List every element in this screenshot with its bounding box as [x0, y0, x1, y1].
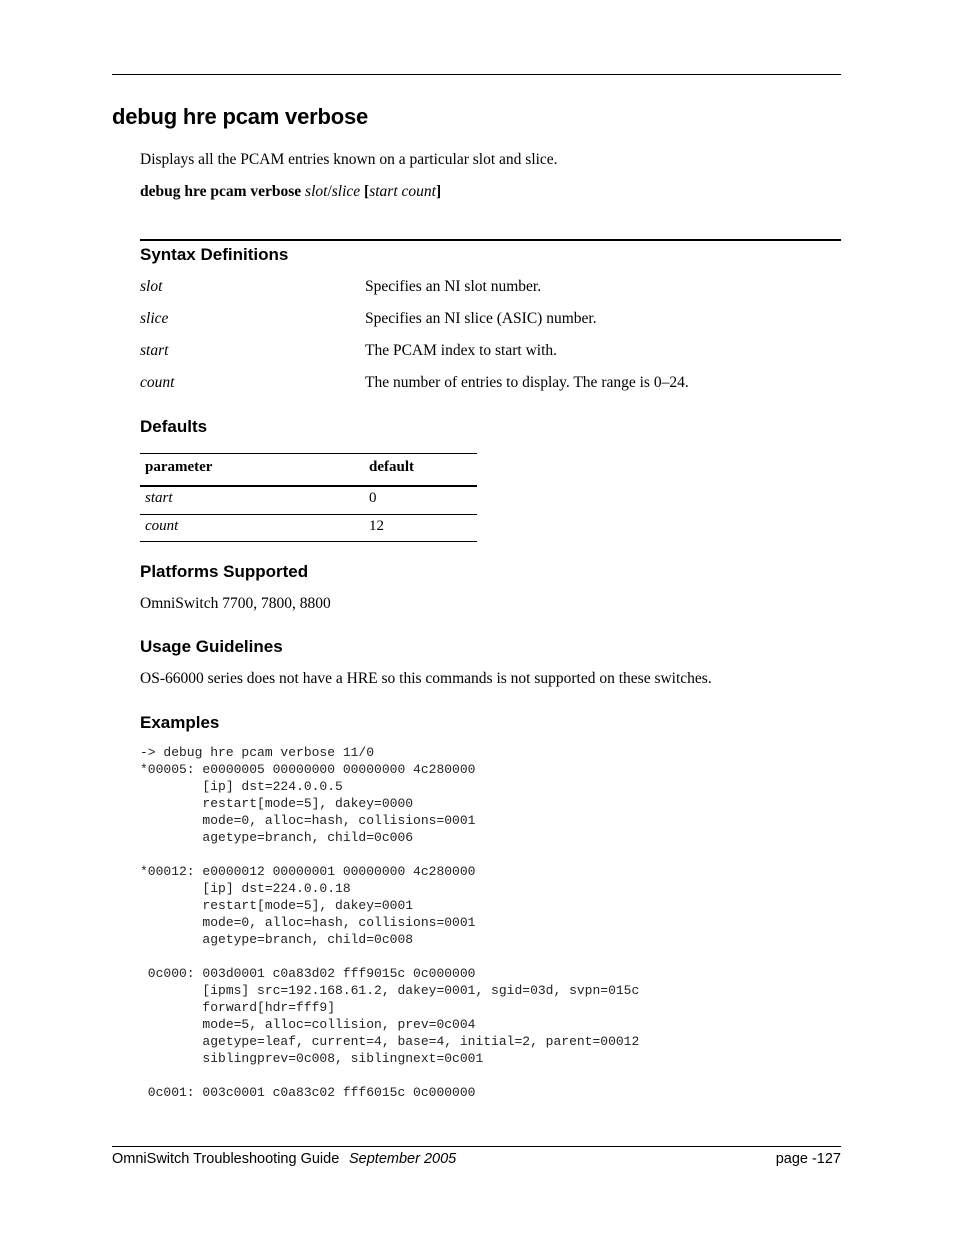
syntax-slot: slot [305, 183, 328, 200]
page-title: debug hre pcam verbose [112, 104, 369, 129]
definition-term: start [140, 342, 169, 359]
footer-guide-title: OmniSwitch Troubleshooting Guide [112, 1151, 340, 1167]
table-row-rule [140, 514, 477, 515]
footer-page-number: page -127 [775, 1151, 841, 1167]
syntax-close-bracket: ] [435, 183, 442, 200]
definition-description: The PCAM index to start with. [365, 342, 558, 359]
definition-term: slice [140, 310, 169, 327]
definition-term: count [140, 374, 175, 391]
column-header-default: default [369, 459, 414, 475]
definition-row [140, 374, 841, 394]
syntax-args: start count [369, 183, 436, 200]
syntax-slice: slice [331, 183, 361, 200]
syntax-separator: / [327, 183, 332, 200]
definition-description: The number of entries to display. The range is 0–24. [365, 374, 689, 391]
description: Displays all the PCAM entries known on a particular slot and slice. [140, 151, 558, 168]
footer-date: September 2005 [349, 1151, 457, 1167]
table-cell-parameter: count [145, 518, 179, 534]
table-cell-parameter: start [145, 490, 173, 506]
footer-rule [112, 1146, 841, 1147]
syntax-definitions-heading: Syntax Definitions [140, 245, 289, 264]
examples-heading: Examples [140, 713, 220, 732]
header-rule [112, 74, 841, 75]
table-cell-default: 12 [369, 518, 384, 534]
platforms-heading: Platforms Supported [140, 562, 309, 581]
syntax-command: debug hre pcam verbose [140, 183, 302, 200]
table-cell-default: 0 [369, 490, 377, 506]
table-bottom-rule [140, 541, 477, 542]
definition-row [140, 278, 841, 298]
usage-heading: Usage Guidelines [140, 637, 283, 656]
definition-row [140, 342, 841, 362]
example-code-block: -> debug hre pcam verbose 11/0 *00005: e0000005 00000000 00000000 4c280000 [ip] dst=224.0.0.5 restart[mode=5], dakey=0000 mode=0, alloc=hash, collisions=0001 agetype=branch, child=0c006 *00012: e0000012 00000001 00000000 4c280000 [ip] dst=224.0.0.18 restart[mode=5], dakey=0001 mode=0, alloc=hash, collisions=0001 agetype=branch, child=0c008 0c000: 003d0001 c0a83d02 fff9015c 0c000000 [ipms] src=192.168.61.2, dakey=0001, sgid=03d, svpn=015c forward[hdr=fff9] mode=5, alloc=collision, prev=0c004 agetype=leaf, current=4, base=4, initial=2, parent=00012 siblingprev=0c008, siblingnext=0c001 0c001: 003c0001 c0a83c02 fff6015c 0c000000 [140, 745, 640, 1100]
platforms-text: OmniSwitch 7700, 7800, 8800 [140, 595, 331, 612]
column-header-parameter: parameter [145, 459, 213, 475]
definition-description: Specifies an NI slot number. [365, 278, 542, 295]
section-rule [140, 239, 841, 241]
definition-description: Specifies an NI slice (ASIC) number. [365, 310, 597, 327]
syntax-open-bracket: [ [364, 183, 370, 200]
table-header-rule [140, 485, 477, 487]
definition-row [140, 310, 841, 330]
command-syntax [140, 183, 441, 201]
definition-term: slot [140, 278, 163, 295]
defaults-heading: Defaults [140, 417, 208, 436]
table-top-rule [140, 453, 477, 454]
usage-text: OS-66000 series does not have a HRE so this commands is not supported on these switches. [140, 670, 712, 687]
